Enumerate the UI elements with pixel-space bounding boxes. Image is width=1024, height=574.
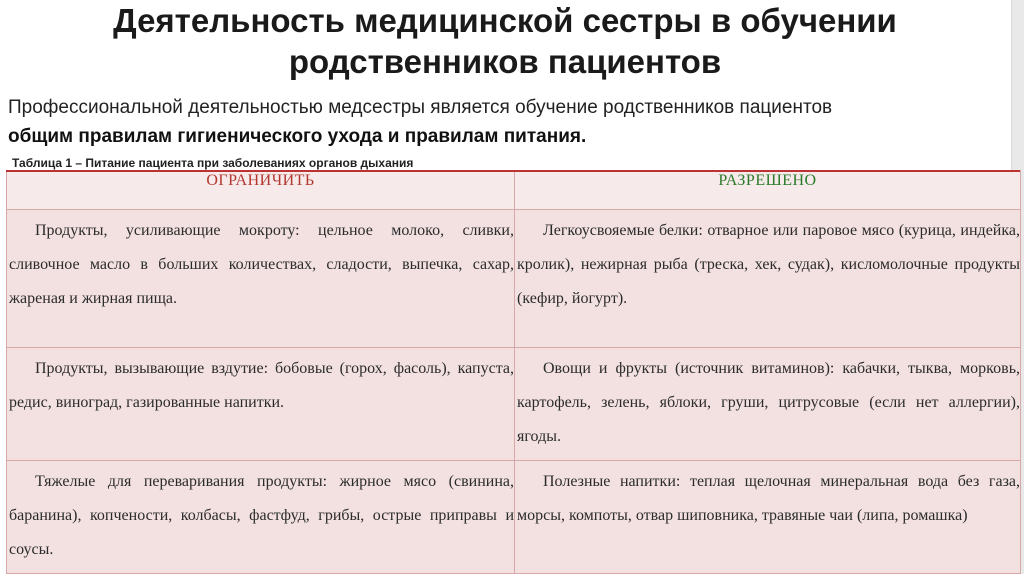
page-title: [0, 0, 1010, 82]
cell-text: Овощи и фрукты (источник витаминов): кабачки, тыква, морковь, картофель, зелень, яблоки, груши, цитрусовые (если нет аллергии), ягоды.: [517, 360, 1020, 445]
table-cell-restrict: [7, 210, 515, 348]
intro-paragraph: [8, 93, 1008, 151]
table-cell-allow: [515, 210, 1021, 348]
table-cell-restrict: [7, 461, 515, 574]
table-top-rule: [6, 170, 1020, 172]
intro-text: Профессиональной деятельностью медсестры является обучение родственников пациентов: [8, 97, 833, 118]
table-row: [7, 210, 1021, 348]
cell-text: Продукты, усиливающие мокроту: цельное молоко, сливки, сливочное масло в больших количествах, сладости, выпечка, сахар, жареная и жирная пища.: [9, 222, 514, 307]
table-cell-allow: [515, 348, 1021, 461]
page-title-line2: родственников пациентов: [288, 43, 722, 80]
page-title-line1: Деятельность медицинской сестры в обучении: [113, 2, 897, 39]
header-restrict: ОГРАНИЧИТЬ: [7, 171, 515, 210]
header-allow: РАЗРЕШЕНО: [515, 171, 1021, 210]
table-header-row: [7, 171, 1021, 210]
table-caption: Таблица 1 – Питание пациента при заболеваниях органов дыхания: [12, 156, 414, 170]
table-row: [7, 348, 1021, 461]
diet-table: [6, 170, 1021, 574]
table-cell-allow: [515, 461, 1021, 574]
cell-text: Легкоусвояемые белки: отварное или паровое мясо (курица, индейка, кролик), нежирная рыба (треска, хек, судак), кисломолочные продукты (кефир, йогурт).: [517, 222, 1020, 307]
intro-bold-text: общим правилам гигиенического ухода и правилам питания.: [8, 126, 587, 147]
table-row: [7, 461, 1021, 574]
table-cell-restrict: [7, 348, 515, 461]
cell-text: Тяжелые для переваривания продукты: жирное мясо (свинина, баранина), копчености, колбасы, фастфуд, грибы, острые приправы и соусы.: [9, 473, 514, 558]
cell-text: Полезные напитки: теплая щелочная минеральная вода без газа, морсы, компоты, отвар шиповника, травяные чаи (липа, ромашка): [517, 473, 1020, 524]
cell-text: Продукты, вызывающие вздутие: бобовые (горох, фасоль), капуста, редис, виноград, газированные напитки.: [9, 360, 514, 411]
